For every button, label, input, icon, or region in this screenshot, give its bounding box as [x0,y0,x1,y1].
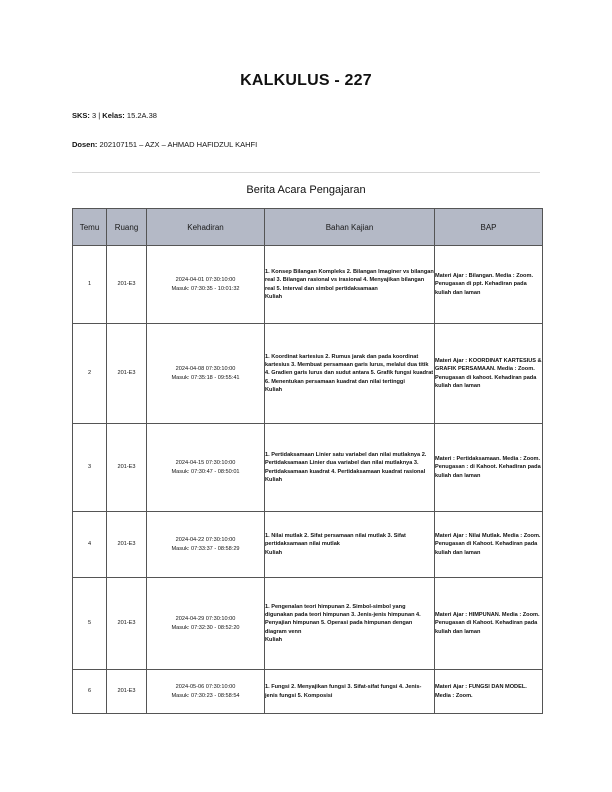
ruang-cell: 201-E3 [107,512,147,578]
header-ruang: Ruang [107,209,147,246]
course-meta [72,111,157,120]
attendance-text: Masuk: 07:33:37 - 08:58:29 [171,545,240,552]
kehadiran-cell [147,670,265,714]
dosen-label: Dosen: [72,140,98,149]
bap-cell: Materi : Pertidaksamaan. Media : Zoom. Penugasan : di Kahoot. Kehadiran pada kuliah dan laman [435,424,543,512]
bahan-kajian-cell: 1. Konsep Bilangan Kompleks 2. Bilangan Imaginer vs bilangan real 3. Bilangan rasional vs irasional 4. Menyajikan bilangan real 5. Interval dan simbol pertidaksamaan Kuliah [265,246,435,324]
attendance-text: Masuk: 07:32:30 - 08:52:20 [171,624,240,631]
table-header-row [73,209,543,246]
kehadiran-cell [147,246,265,324]
table-row [73,670,543,714]
schedule-text: 2024-04-22 07:30:10:00 [175,537,236,544]
sks-value: 3 | [89,111,103,120]
kelas-label: Kelas: [102,111,125,120]
bap-cell: Materi Ajar : HIMPUNAN. Media : Zoom. Penugasan di Kahoot. Kehadiran pada kuliah dan laman [435,578,543,670]
table-row [73,424,543,512]
course-title: KALKULUS - 227 [240,72,372,89]
table-row [73,512,543,578]
kehadiran-cell [147,578,265,670]
lecturer-line [72,140,257,149]
temu-cell: 2 [73,324,107,424]
kehadiran-cell [147,512,265,578]
bap-cell: Materi Ajar : KOORDINAT KARTESIUS & GRAFIK PERSAMAAN. Media : Zoom. Penugasan di kahoot. Kehadiran pada kuliah dan laman [435,324,543,424]
header-bap: BAP [435,209,543,246]
header-kehadiran: Kehadiran [147,209,265,246]
attendance-text: Masuk: 07:30:23 - 08:58:54 [171,692,240,699]
kehadiran-cell [147,324,265,424]
dosen-value: 202107151 – AZX – AHMAD HAFIDZUL KAHFI [97,140,258,149]
bap-cell: Materi Ajar : Nilai Mutlak. Media : Zoom. Penugasan di Kahoot. Kehadiran pada kuliah dan laman [435,512,543,578]
header-temu: Temu [73,209,107,246]
bahan-kajian-cell: 1. Pertidaksamaan Linier satu variabel dan nilai mutlaknya 2. Pertidaksamaan Linier dua variabel dan nilai mutlaknya 3. Pertidaksamaan kuadrat 4. Pertidaksamaan kuadrat rasional Kuliah [265,424,435,512]
bap-cell: Materi Ajar : Bilangan. Media : Zoom. Penugasan di ppt. Kehadiran pada kuliah dan laman [435,246,543,324]
section-title: Berita Acara Pengajaran [246,184,366,196]
bahan-kajian-cell: 1. Fungsi 2. Menyajikan fungsi 3. Sifat-sifat fungsi 4. Jenis-jenis fungsi 5. Komposisi [265,670,435,714]
ruang-cell: 201-E3 [107,670,147,714]
attendance-text: Masuk: 07:30:47 - 08:50:01 [171,468,240,475]
bahan-kajian-cell: 1. Pengenalan teori himpunan 2. Simbol-simbol yang digunakan pada teori himpunan 3. Jenis-jenis himpunan 4. Penyajian himpunan 5. Operasi pada himpunan dengan diagram venn Kuliah [265,578,435,670]
schedule-text: 2024-05-06 07:30:10:00 [175,684,236,691]
table-row [73,324,543,424]
temu-cell: 1 [73,246,107,324]
kelas-value: 15.2A.38 [124,111,157,120]
attendance-text: Masuk: 07:35:18 - 09:55:41 [171,374,240,381]
temu-cell: 3 [73,424,107,512]
section-divider [72,172,540,173]
header-bahan-kajian: Bahan Kajian [265,209,435,246]
kehadiran-cell [147,424,265,512]
sks-label: SKS: [72,111,90,120]
schedule-text: 2024-04-01 07:30:10:00 [175,277,236,284]
temu-cell: 5 [73,578,107,670]
temu-cell: 4 [73,512,107,578]
ruang-cell: 201-E3 [107,424,147,512]
teaching-report-table [72,208,543,714]
bahan-kajian-cell: 1. Koordinat kartesius 2. Rumus jarak dan pada koordinat kartesius 3. Membuat persamaan garis lurus, melalui dua titik 4. Gradien garis lurus dan sudut antara 5. Grafik fungsi kuadrat 6. Menentukan persamaan kuadrat dan nilai tertinggi Kuliah [265,324,435,424]
temu-cell: 6 [73,670,107,714]
table-row [73,246,543,324]
schedule-text: 2024-04-08 07:30:10:00 [175,366,236,373]
ruang-cell: 201-E3 [107,246,147,324]
schedule-text: 2024-04-15 07:30:10:00 [175,460,236,467]
attendance-text: Masuk: 07:30:35 - 10:01:32 [171,285,240,292]
bahan-kajian-cell: 1. Nilai mutlak 2. Sifat persamaan nilai mutlak 3. Sifat pertidaksamaan nilai mutlak Kuliah [265,512,435,578]
ruang-cell: 201-E3 [107,578,147,670]
table-row [73,578,543,670]
ruang-cell: 201-E3 [107,324,147,424]
schedule-text: 2024-04-29 07:30:10:00 [175,616,236,623]
bap-cell: Materi Ajar : FUNGSI DAN MODEL. Media : Zoom. [435,670,543,714]
